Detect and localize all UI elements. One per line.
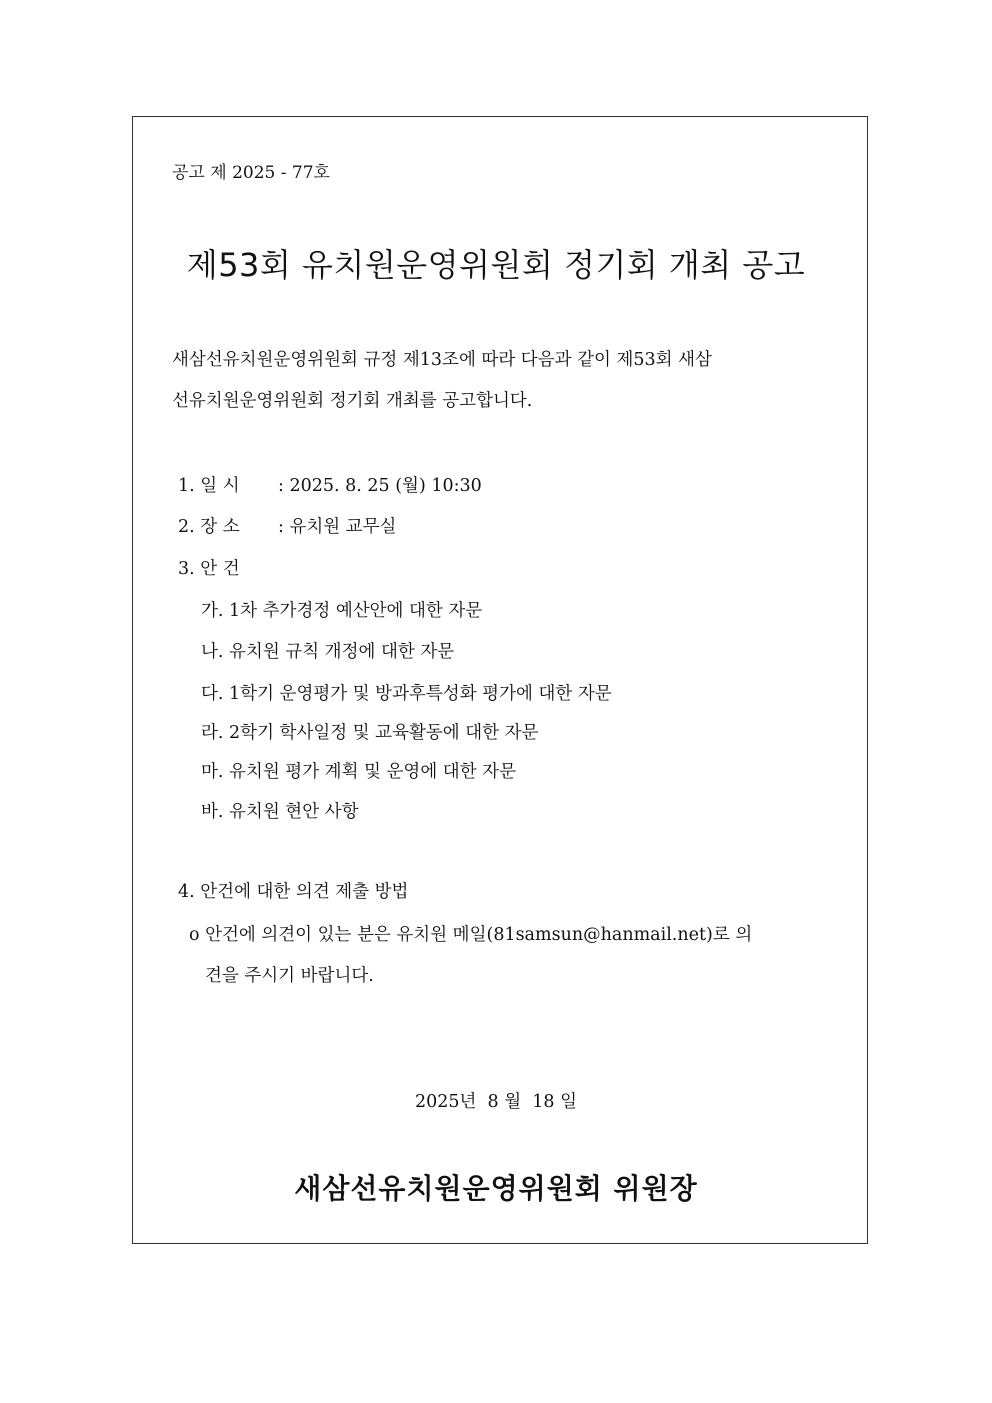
item-place-value: : 유치원 교무실	[278, 517, 397, 537]
intro-line-2: 선유치원운영위원회 정기회 개최를 공고합니다.	[172, 391, 533, 411]
intro-line-1: 새삼선유치원운영위원회 규정 제13조에 따라 다음과 같이 제53회 새삼	[172, 350, 712, 370]
notice-title: 제53회 유치원운영위원회 정기회 개최 공고	[186, 246, 806, 284]
item-agenda-label: 3. 안 건	[178, 559, 240, 579]
agenda-item: 나. 유치원 규칙 개정에 대한 자문	[201, 642, 455, 662]
signer: 새삼선유치원운영위원회 위원장	[294, 1172, 698, 1205]
opinion-line-2: 견을 주시기 바랍니다.	[205, 966, 374, 986]
agenda-item: 다. 1학기 운영평가 및 방과후특성화 평가에 대한 자문	[201, 684, 612, 704]
agenda-item: 가. 1차 추가경정 예산안에 대한 자문	[201, 601, 483, 621]
item-place	[178, 513, 396, 538]
notice-number: 공고 제 2025 - 77호	[172, 163, 330, 183]
opinion-heading: 4. 안건에 대한 의견 제출 방법	[178, 882, 409, 902]
notice-date: 2025년 8 월 18 일	[414, 1092, 578, 1112]
item-agenda	[178, 555, 278, 580]
agenda-item: 라. 2학기 학사일정 및 교육활동에 대한 자문	[201, 723, 539, 743]
opinion-line-1: o 안건에 의견이 있는 분은 유치원 메일(81samsun@hanmail.net)로 의	[189, 925, 753, 945]
item-datetime-label: 1. 일 시	[178, 476, 240, 496]
item-datetime-value: : 2025. 8. 25 (월) 10:30	[278, 476, 482, 496]
agenda-item: 마. 유치원 평가 계획 및 운영에 대한 자문	[201, 762, 516, 782]
item-datetime	[178, 472, 482, 497]
agenda-item: 바. 유치원 현안 사항	[201, 802, 359, 822]
item-place-label: 2. 장 소	[178, 517, 240, 537]
